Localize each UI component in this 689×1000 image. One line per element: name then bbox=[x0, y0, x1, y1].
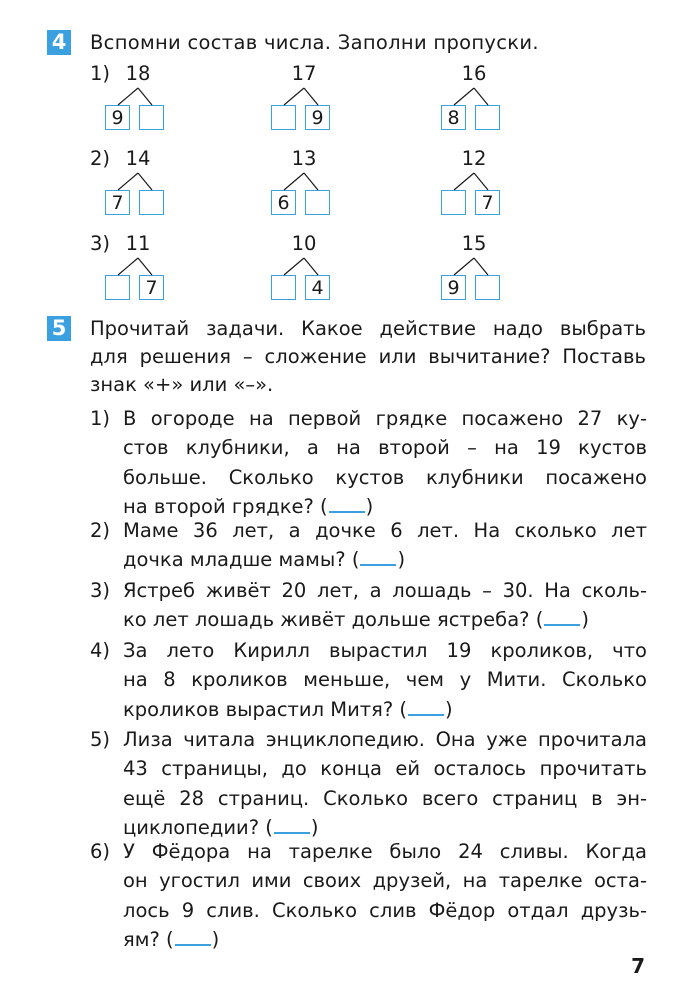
problem-line-text: кроликов вырастил Митя? bbox=[123, 697, 394, 721]
bond-connector-line bbox=[138, 173, 152, 190]
bond-connector-line bbox=[118, 258, 138, 275]
problem-line bbox=[123, 754, 647, 783]
bond-connector-line bbox=[284, 258, 304, 275]
bond-total: 14 bbox=[125, 147, 151, 170]
problem-text bbox=[123, 404, 647, 522]
bond-row-label: 3) bbox=[90, 232, 111, 255]
bond-row-label: 2) bbox=[90, 147, 111, 170]
task-4-badge: 4 bbox=[47, 30, 71, 55]
bond-left-box[interactable] bbox=[105, 275, 130, 300]
problem-text bbox=[123, 576, 647, 635]
word-problem bbox=[90, 837, 647, 955]
answer-paren-open: ( bbox=[265, 816, 273, 840]
problem-line bbox=[123, 636, 647, 665]
bond-connector-line bbox=[118, 88, 138, 105]
bond-total: 17 bbox=[291, 62, 317, 85]
problem-line-text: ко лет лошадь живёт дольше ястреба? bbox=[123, 608, 530, 632]
problem-line-text: У Фёдора на тарелке было 24 сливы. Когда bbox=[123, 840, 647, 863]
task-5-badge: 5 bbox=[47, 316, 71, 341]
problem-line-text: стов клубники, а на второй – на 19 кустов bbox=[123, 436, 647, 460]
answer-sign-blank[interactable] bbox=[175, 926, 211, 946]
answer-sign-blank[interactable] bbox=[360, 546, 396, 566]
answer-paren-close: ) bbox=[310, 816, 319, 840]
problem-line bbox=[123, 925, 647, 954]
problem-line bbox=[123, 896, 647, 925]
bond-left-box: 9 bbox=[105, 105, 130, 130]
problem-line-text: лось 9 слив. Сколько слив Фёдор отдал друзь- bbox=[123, 898, 647, 922]
bond-row-label: 1) bbox=[90, 62, 111, 85]
problem-number: 1) bbox=[90, 407, 111, 430]
answer-sign-blank[interactable] bbox=[329, 493, 365, 513]
problem-text bbox=[123, 516, 647, 575]
problem-line-text: на 8 кроликов меньше, чем у Мити. Сколько bbox=[123, 668, 647, 692]
bond-right-box[interactable] bbox=[139, 105, 164, 130]
problem-line-text: ям? bbox=[123, 928, 160, 952]
instruction-line: знак «+» или «–». bbox=[90, 373, 274, 396]
bond-connector-line bbox=[454, 173, 474, 190]
word-problem bbox=[90, 516, 647, 575]
bond-left-box: 8 bbox=[441, 105, 466, 130]
problem-text bbox=[123, 837, 647, 955]
problem-line bbox=[123, 784, 647, 813]
problem-line bbox=[123, 433, 647, 462]
bond-total: 11 bbox=[125, 232, 151, 255]
problem-line bbox=[123, 725, 647, 754]
task-5-instruction bbox=[90, 315, 646, 399]
problem-line-text: дочка младше мамы? bbox=[123, 548, 346, 572]
problem-line-text: на второй грядке? bbox=[123, 495, 314, 519]
problem-number: 2) bbox=[90, 519, 111, 542]
problem-line bbox=[123, 404, 647, 433]
answer-paren-close: ) bbox=[581, 608, 589, 632]
problem-line bbox=[123, 516, 647, 545]
answer-sign-blank[interactable] bbox=[544, 606, 580, 626]
answer-paren-close: ) bbox=[211, 928, 220, 952]
bond-left-box: 6 bbox=[271, 190, 296, 215]
problem-line-text: больше. Сколько кустов клубники посажено bbox=[123, 465, 647, 489]
problem-text bbox=[123, 636, 647, 724]
answer-paren-close: ) bbox=[397, 548, 406, 572]
problem-line-text: Ястреб живёт 20 лет, а лошадь – 30. На сколь- bbox=[123, 579, 647, 602]
bond-right-box: 4 bbox=[305, 275, 330, 300]
bond-right-box: 7 bbox=[139, 275, 164, 300]
bond-connector-line bbox=[474, 173, 488, 190]
problem-line bbox=[123, 665, 647, 694]
problem-number: 5) bbox=[90, 728, 111, 751]
bond-left-box: 9 bbox=[441, 275, 466, 300]
bond-connector-line bbox=[304, 173, 318, 190]
word-problem bbox=[90, 404, 647, 522]
bond-connector-line bbox=[454, 88, 474, 105]
bond-left-box: 7 bbox=[105, 190, 130, 215]
instruction-line: для решения – сложение или вычитание? Поставь bbox=[90, 345, 646, 368]
problem-line-text: он угостил ими своих друзей, на тарелке оста- bbox=[123, 869, 647, 893]
problem-line-text: Лиза читала энциклопедию. Она уже прочитала bbox=[123, 728, 647, 751]
bond-total: 10 bbox=[291, 232, 317, 255]
problem-number: 6) bbox=[90, 840, 111, 863]
problem-line bbox=[123, 463, 647, 492]
bond-connector-line bbox=[138, 258, 152, 275]
bond-left-box[interactable] bbox=[271, 105, 296, 130]
instruction-line: Прочитай задачи. Какое действие надо выбрать bbox=[90, 317, 646, 340]
bond-total: 15 bbox=[461, 232, 487, 255]
problem-line-text: ещё 28 страниц. Сколько всего страниц в эн- bbox=[123, 786, 647, 810]
task-4-title: Вспомни состав числа. Заполни пропуски. bbox=[90, 31, 539, 54]
answer-paren-open: ( bbox=[399, 697, 408, 721]
page-number: 7 bbox=[631, 954, 645, 978]
problem-line-text: 43 страницы, до конца ей осталось прочитать bbox=[123, 757, 647, 781]
bond-connector-line bbox=[118, 173, 138, 190]
answer-paren-close: ) bbox=[365, 495, 374, 519]
bond-left-box[interactable] bbox=[271, 275, 296, 300]
bond-connector-line bbox=[304, 88, 318, 105]
problem-number: 3) bbox=[90, 579, 111, 602]
answer-paren-open: ( bbox=[320, 495, 328, 519]
bond-total: 16 bbox=[461, 62, 487, 85]
bond-connector-line bbox=[138, 88, 152, 105]
problem-line bbox=[123, 576, 647, 605]
bond-connector-line bbox=[454, 258, 474, 275]
word-problem bbox=[90, 576, 647, 635]
bond-right-box[interactable] bbox=[305, 190, 330, 215]
bond-right-box: 7 bbox=[475, 190, 500, 215]
answer-paren-open: ( bbox=[535, 608, 544, 632]
problem-line bbox=[123, 545, 647, 574]
bond-connector-line bbox=[474, 258, 488, 275]
bond-connector-line bbox=[304, 258, 318, 275]
answer-paren-open: ( bbox=[351, 548, 360, 572]
answer-paren-close: ) bbox=[445, 697, 453, 721]
problem-line-text: За лето Кирилл вырастил 19 кроликов, что bbox=[123, 639, 647, 662]
problem-line-text: циклопедии? bbox=[123, 816, 260, 840]
answer-paren-open: ( bbox=[166, 928, 174, 952]
bond-right-box[interactable] bbox=[475, 275, 500, 300]
bond-connector-line bbox=[474, 88, 488, 105]
bond-total: 12 bbox=[461, 147, 487, 170]
bond-connector-line bbox=[284, 173, 304, 190]
word-problem bbox=[90, 725, 647, 843]
bond-total: 13 bbox=[291, 147, 317, 170]
problem-line bbox=[123, 605, 647, 634]
bond-right-box[interactable] bbox=[139, 190, 164, 215]
bond-total: 18 bbox=[125, 62, 151, 85]
word-problem bbox=[90, 636, 647, 724]
bond-right-box: 9 bbox=[305, 105, 330, 130]
problem-line bbox=[123, 866, 647, 895]
problem-line bbox=[123, 695, 647, 724]
answer-sign-blank[interactable] bbox=[274, 814, 310, 834]
problem-line bbox=[123, 837, 647, 866]
bond-left-box[interactable] bbox=[441, 190, 466, 215]
answer-sign-blank[interactable] bbox=[408, 696, 444, 716]
problem-line-text: В огороде на первой грядке посажено 27 ку- bbox=[123, 407, 647, 430]
bond-connector-line bbox=[284, 88, 304, 105]
problem-text bbox=[123, 725, 647, 843]
problem-line-text: Маме 36 лет, а дочке 6 лет. На сколько лет bbox=[123, 519, 647, 542]
problem-number: 4) bbox=[90, 639, 111, 662]
bond-right-box[interactable] bbox=[475, 105, 500, 130]
